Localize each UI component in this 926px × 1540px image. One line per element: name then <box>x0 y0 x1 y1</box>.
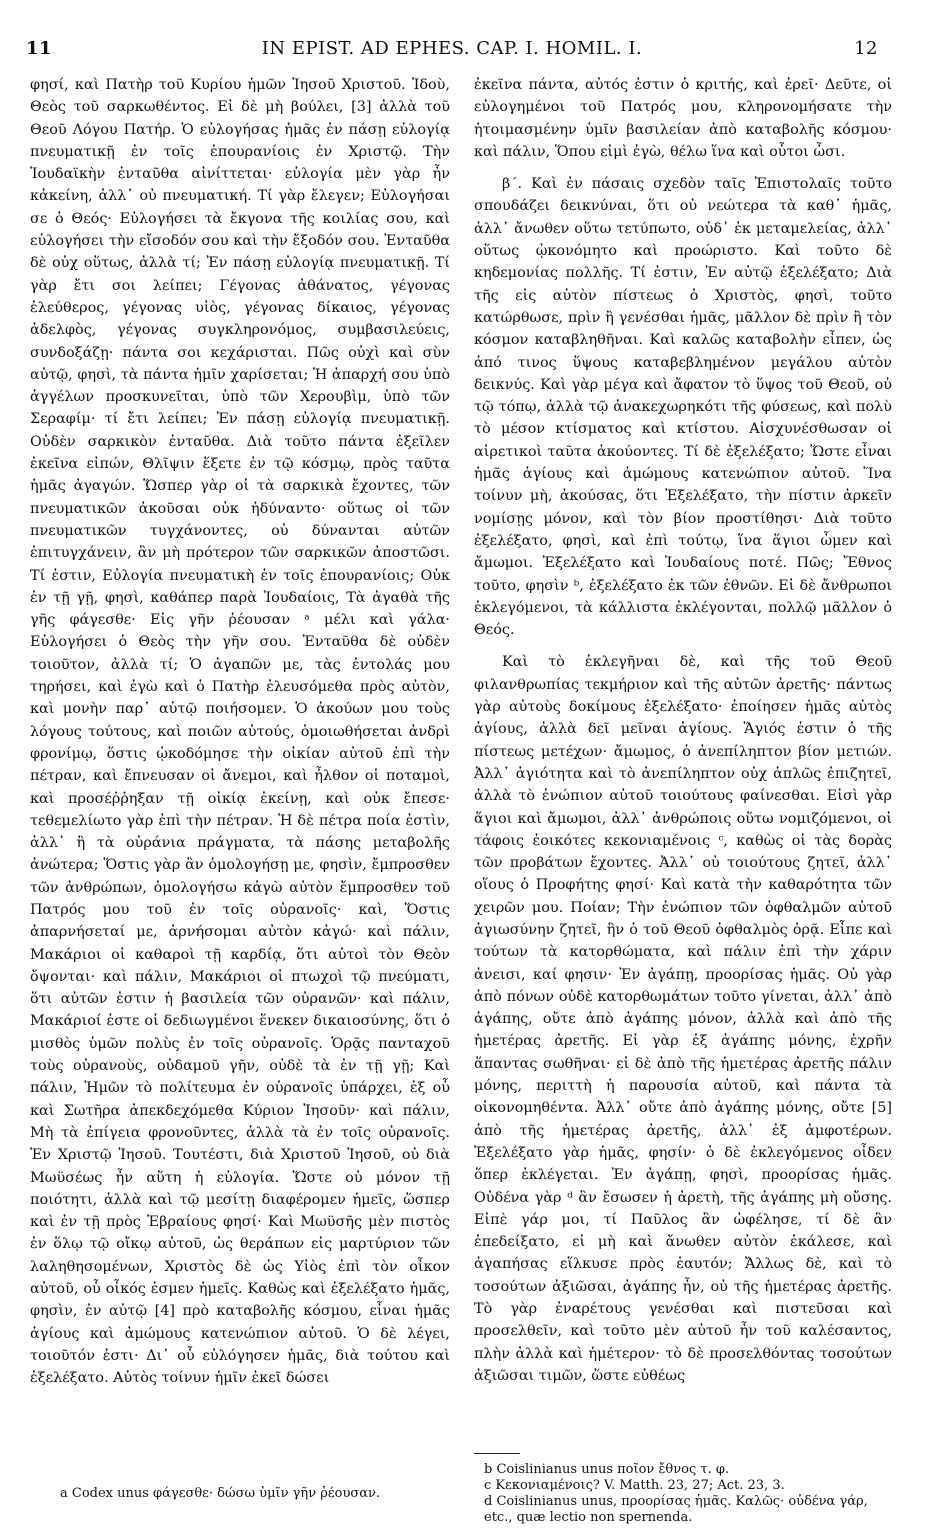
left-paragraph: φησί, καὶ Πατὴρ τοῦ Κυρίου ἡμῶν Ἰησοῦ Χριστοῦ. Ἰδοὺ, Θεὸς τοῦ σαρκωθέντος. Εἰ δὲ μὴ βούλει, [3] ἀλλὰ τοῦ Θεοῦ Λόγου Πατήρ. Ὁ εὐλογήσας ἡμᾶς ἐν πάσῃ εὐλογίᾳ πνευματικῇ ἐν τοῖς ἐπουρανίοις ἐν Χριστῷ. Τὴν Ἰουδαϊκὴν ἐνταῦθα αἰνίττεται· εὐλογία μὲν γὰρ ἦν κἀκείνη, ἀλλ᾿ οὐ πνευματική. Τί γὰρ ἔλεγεν; Εὐλογήσαι σε ὁ Θεός· Εὐλογήσει τὰ ἔκγονα τῆς κοιλίας σου, καὶ εὐλογήσει τὴν εἴσοδόν σου καὶ τὴν ἔξοδόν σου. Ἐνταῦθα δὲ οὐχ οὕτως, ἀλλὰ τί; Ἐν πάσῃ εὐλογίᾳ πνευματικῇ. Τί γὰρ ἔτι σοι λείπει; Γέγονας ἀθάνατος, γέγονας ἐλεύθερος, γέγονας υἱὸς, γέγονας δίκαιος, γέγονας ἀδελφὸς, γέγονας συγκληρονόμος, συμβασιλεύεις, συνδοξάζῃ· πάντα σοι κεχάρισται. Πῶς οὐχὶ καὶ σὺν αὐτῷ, φησὶ, τὰ πάντα ἡμῖν χαρίσεται; Ἡ ἀπαρχή σου ὑπὸ ἀγγέλων προσκυνεῖται, ὑπὸ τῶν Χερουβὶμ, ὑπὸ τῶν Σεραφίμ· τί ἔτι λείπει; Ἐν πάσῃ εὐλογίᾳ πνευματικῇ. Οὐδὲν σαρκικὸν ἐνταῦθα. Διὰ τοῦτο πάντα ἐξεῖλεν ἐκεῖνα εἰπών, Θλῖψιν ἕξετε ἐν τῷ κόσμῳ, πρὸς ταῦτα ἡμᾶς ἀγαγών. Ὥσπερ γὰρ οἱ τὰ σαρκικὰ ἔχοντες, τῶν πνευματικῶν ἀκοῦσαι οὐκ ἠδύναντο· οὕτως οἱ τῶν πνευματικῶν τυγχάνοντες, οὐ δύνανται αὐτῶν ἐπιτυγχάνειν, ἂν μὴ πρότερον τῶν σαρκικῶν ἀποστῶσι. Τί ἐστιν, Εὐλογία πνευματικὴ ἐν τοῖς ἐπουρανίοις; Οὐκ ἐν τῇ γῇ, φησὶ, καθάπερ παρὰ Ἰουδαίοις, Τὰ ἀγαθὰ τῆς γῆς φάγεσθε· Εἰς γῆν ῥέουσαν ᵃ μέλι καὶ γάλα· Εὐλογήσει ὁ Θεὸς τὴν γῆν σου. Ἐνταῦθα δὲ οὐδὲν τοιοῦτον, ἀλλὰ τί; Ὁ ἀγαπῶν με, τὰς ἐντολάς μου τηρήσει, καὶ ἐγὼ καὶ ὁ Πατὴρ ἐλευσόμεθα πρὸς αὐτὸν, καὶ μονὴν παρ᾿ αὐτῷ ποιήσομεν. Ὁ ἀκούων μου τοὺς λόγους τούτους, καὶ ποιῶν αὐτούς, ὁμοιωθήσεται ἀνδρὶ φρονίμῳ, ὅστις ᾠκοδόμησε τὴν οἰκίαν αὐτοῦ ἐπὶ τὴν πέτραν, καὶ ἔπνευσαν οἱ ἄνεμοι, καὶ ἦλθον οἱ ποταμοὶ, καὶ προσέῤῥηξαν τῇ οἰκίᾳ ἐκείνῃ, καὶ οὐκ ἔπεσε· τεθεμελίωτο γὰρ ἐπὶ τὴν πέτραν. Ἡ δὲ πέτρα ποία ἐστὶν, ἀλλ᾿ ἢ τὰ οὐράνια πράγματα, τὰ πάσης μεταβολῆς ἀνώτερα; Ὅστις γὰρ ἂν ὁμολογήσῃ με, φησὶν, ἔμπροσθεν τῶν ἀνθρώπων, ὁμολογήσω κἀγὼ αὐτὸν ἔμπροσθεν τοῦ Πατρός μου τοῦ ἐν τοῖς οὐρανοῖς· καὶ, Ὅστις ἀπαρνήσεταί με, ἀρνήσομαι αὐτὸν κἀγώ· καὶ πάλιν, Μακάριοι οἱ καθαροὶ τῇ καρδίᾳ, ὅτι αὐτοὶ τὸν Θεὸν ὄψονται· καὶ πάλιν, Μακάριοι οἱ πτωχοὶ τῷ πνεύματι, ὅτι αὐτῶν ἐστιν ἡ βασιλεία τῶν οὐρανῶν· καὶ πάλιν, Μακάριοί ἐστε οἱ δεδιωγμένοι ἕνεκεν δικαιοσύνης, ὅτι ὁ μισθὸς ὑμῶν πολὺς ἐν τοῖς οὐρανοῖς. Ὁρᾷς πανταχοῦ τοὺς οὐρανοὺς, οὐδαμοῦ γῆν, οὐδὲ τὰ ἐν τῇ γῇ; Καὶ πάλιν, Ἡμῶν τὸ πολίτευμα ἐν οὐρανοῖς ὑπάρχει, ἐξ οὗ καὶ Σωτῆρα ἀπεκδεχόμεθα Κύριον Ἰησοῦν· καὶ πάλιν, Μὴ τὰ ἐπίγεια φρονοῦντες, ἀλλὰ τὰ ἐν τοῖς οὐρανοῖς. Ἐν Χριστῷ Ἰησοῦ. Τουτέστι, διὰ Χριστοῦ Ἰησοῦ, οὐ διὰ Μωϋσέως ἦν αὕτη ἡ εὐλογία. Ὥστε οὐ μόνον τῇ ποιότητι, ἀλλὰ καὶ τῷ μεσίτῃ διαφέρομεν ἡμεῖς, ὥσπερ καὶ ἐν τῇ πρὸς Ἑβραίους φησί· Καὶ Μωϋσῆς μὲν πιστὸς ἐν ὅλῳ τῷ οἴκῳ αὐτοῦ, ὡς θεράπων εἰς μαρτύριον τῶν λαληθησομένων, Χριστὸς δὲ ὡς Υἱὸς ἐπὶ τὸν οἶκον αὐτοῦ, οὗ οἶκός ἐσμεν ἡμεῖς. Καθὼς καὶ ἐξελέξατο ἡμᾶς, φησὶν, ἐν αὐτῷ [4] πρὸ καταβολῆς κόσμου, εἶναι ἡμᾶς ἁγίους καὶ ἀμώμους κατενώπιον αὐτοῦ. Ὁ δὲ λέγει, τοιοῦτόν ἐστι· Δι᾿ οὗ εὐλόγησεν ἡμᾶς, διὰ τούτου καὶ ἐξελέξατο. Αὐτὸς τοίνυν ἡμῖν ἐκεῖ δώσει <box>30 77 450 1387</box>
right-paragraph: ἐκεῖνα πάντα, αὐτός ἐστιν ὁ κριτής, καὶ ἐρεῖ· Δεῦτε, οἱ εὐλογημένοι τοῦ Πατρός μου, κληρονομήσατε τὴν ἡτοιμασμένην ὑμῖν βασιλείαν ἀπὸ καταβολῆς κόσμου· καὶ πάλιν, Ὅπου εἰμὶ ἐγὼ, θέλω ἵνα καὶ οὗτοι ὦσι. <box>474 77 892 160</box>
footnote: c Κεκονιαμένοις? V. Matth. 23, 27; Act. 23, 3. <box>484 1478 785 1493</box>
right-column <box>474 74 892 1387</box>
page-number-left: 11 <box>26 38 53 59</box>
footnote: a Codex unus φάγεσθε· δώσω ὑμῖν γῆν ῥέουσαν. <box>60 1486 381 1501</box>
page-number-right: 12 <box>854 38 878 59</box>
footnotes-right <box>474 1462 892 1526</box>
running-header <box>26 38 878 62</box>
left-column <box>30 74 450 1390</box>
right-paragraph: β΄. Καὶ ἐν πάσαις σχεδὸν ταῖς Ἐπιστολαῖς τοῦτο σπουδάζει δεικνύναι, ὅτι οὐ νεώτερα τὰ καθ᾿ ἡμᾶς, ἀλλ᾿ ἄνωθεν οὕτω τετύπωτο, οὐδ᾿ ἐκ μεταμελείας, ἀλλ᾿ οὕτως ᾠκονόμητο καὶ προώριστο. Καὶ τοῦτο δὲ κηδεμονίας πολλῆς. Τί ἐστιν, Ἐν αὐτῷ ἐξελέξατο; Διὰ τῆς εἰς αὐτὸν πίστεως ὁ Χριστὸς, φησὶ, τοῦτο κατώρθωσε, πρὶν ἢ γενέσθαι ἡμᾶς, μᾶλλον δὲ πρὶν ἢ τὸν κόσμον καταβληθῆναι. Καὶ καλῶς καταβολὴν εἶπεν, ὡς ἀπό τινος ὕψους καταβεβλημένον μεγάλου αὐτὸν δεικνύς. Καὶ γὰρ μέγα καὶ ἄφατον τὸ ὕψος τοῦ Θεοῦ, οὐ τῷ τόπῳ, ἀλλὰ τῷ ἀνακεχωρηκότι τῆς φύσεως, καὶ πολὺ τὸ μέσον κτίσματος καὶ κτίστου. Αἰσχυνέσθωσαν οἱ αἱρετικοὶ ταῦτα ἀκούοντες. Τί δὲ ἐξελέξατο; Ὥστε εἶναι ἡμᾶς ἁγίους καὶ ἀμώμους κατενώπιον αὐτοῦ. Ἵνα τοίνυν μὴ, ἀκούσας, ὅτι Ἐξελέξατο, τὴν πίστιν ἀρκεῖν νομίσῃς μόνον, καὶ τὸν βίον προστίθησι· Διὰ τοῦτο ἐξελέξατο, φησὶ, καὶ ἐπὶ τούτῳ, ἵνα ἅγιοι ὦμεν καὶ ἄμωμοι. Ἐξελέξατο καὶ Ἰουδαίους ποτέ. Πῶς; Ἔθνος τοῦτο, φησὶν ᵇ, ἐξελέξατο ἐκ τῶν ἐθνῶν. Εἰ δὲ ἄνθρωποι ἐκλεγόμενοι, τὰ κάλλιστα ἐκλέγονται, πολλῷ μᾶλλον ὁ Θεός. <box>474 176 892 639</box>
footnote-rule <box>474 1453 520 1454</box>
right-paragraph: Καὶ τὸ ἐκλεγῆναι δὲ, καὶ τῆς τοῦ Θεοῦ φιλανθρωπίας τεκμήριον καὶ τῆς αὐτῶν ἀρετῆς· πάντως γὰρ αὐτοὺς δοκίμους ἐξελέξατο· ἐποίησεν ἡμᾶς αὐτὸς ἁγίους, ἀλλὰ δεῖ μεῖναι ἁγίους. Ἅγιός ἐστιν ὁ τῆς πίστεως μετέχων· ἄμωμος, ὁ ἀνεπίληπτον βίον μετιών. Ἀλλ᾿ ἁγιότητα καὶ τὸ ἀνεπίληπτον οὐχ ἁπλῶς ἐπιζητεῖ, ἀλλὰ τὸ ἐνώπιον αὐτοῦ τοιούτους φαίνεσθαι. Εἰσὶ γὰρ ἅγιοι καὶ ἄμωμοι, ἀλλ᾿ ἀνθρώποις οὕτω νομιζόμενοι, οἱ τάφοις ἐοικότες κεκονιαμένοις ᶜ, καθὼς οἱ τὰς δορὰς τῶν προβάτων ἔχοντες. Ἀλλ᾿ οὐ τοιούτους ζητεῖ, ἀλλ᾿ οἵους ὁ Προφήτης φησί· Καὶ κατὰ τὴν καθαρότητα τῶν χειρῶν μου. Ποίαν; Τὴν ἐνώπιον τῶν ὀφθαλμῶν αὐτοῦ ἁγιωσύνην ζητεῖ, ἣν ὁ τοῦ Θεοῦ ὀφθαλμὸς ὁρᾷ. Εἶπε καὶ τούτων τὰ κατορθώματα, καὶ πάλιν ἐπὶ τὴν χάριν ἀνεισι, καί φησιν· Ἐν ἀγάπῃ, προορίσας ἡμᾶς. Οὐ γὰρ ἀπὸ πόνων οὐδὲ κατορθωμάτων τοῦτο γίνεται, ἀλλ᾿ ἀπὸ ἀγάπης, οὔτε ἀπὸ ἀγάπης μόνον, ἀλλὰ καὶ ἀπὸ τῆς ἡμετέρας ἀρετῆς. Εἰ γὰρ ἐξ ἀγάπης μόνης, ἐχρῆν ἅπαντας σωθῆναι· εἰ δὲ ἀπὸ τῆς ἡμετέρας ἀρετῆς πάλιν μόνης, περιττὴ ἡ παρουσία αὐτοῦ, καὶ πάντα τὰ οἰκονομηθέντα. Ἀλλ᾿ οὔτε ἀπὸ ἀγάπης μόνης, οὔτε [5] ἀπὸ τῆς ἡμετέρας ἀρετῆς, ἀλλ᾿ ἐξ ἀμφοτέρων. Ἐξελέξατο γὰρ ἡμᾶς, φησίν· ὁ δὲ ἐκλεγόμενος οἶδεν ὅπερ ἐκλέγεται. Ἐν ἀγάπῃ, φησὶ, προορίσας ἡμᾶς. Οὐδένα γὰρ ᵈ ἂν ἔσωσεν ἡ ἀρετὴ, τῆς ἀγάπης μὴ οὔσης. Εἰπὲ γάρ μοι, τί Παῦλος ἂν ὠφέλησε, τί δὲ ἂν ἐπεδείξατο, εἰ μὴ καὶ ἄνωθεν αὐτὸν ἐκάλεσε, καὶ ἀγαπήσας εἵλκυσε πρὸς ἑαυτόν; Ἄλλως δὲ, καὶ τὸ τοσούτων ἀξιῶσαι, ἀγάπης ἦν, οὐ τῆς ἡμετέρας ἀρετῆς. Τὸ γὰρ ἐναρέτους γενέσθαι καὶ πιστεῦσαι καὶ προσελθεῖν, καὶ τοῦτο μὲν αὐτοῦ ἦν τοῦ καλέσαντος, πλὴν ἀλλὰ καὶ ἡμέτερον· τὸ δὲ προσελθόντας τοσούτων ἀξιῶσαι τιμῶν, ὥστε εὐθέως <box>474 654 892 1384</box>
footnote: d Coislinianus unus, προορίσας ἡμᾶς. Καλῶς· οὐδένα γάρ, etc., quæ lectio non spernenda. <box>484 1494 868 1525</box>
footnote: b Coislinianus unus ποῖον ἔθνος τ. φ. <box>484 1462 730 1477</box>
footnotes-left <box>60 1486 460 1502</box>
running-title: IN EPIST. AD EPHES. CAP. I. HOMIL. I. <box>261 38 643 59</box>
